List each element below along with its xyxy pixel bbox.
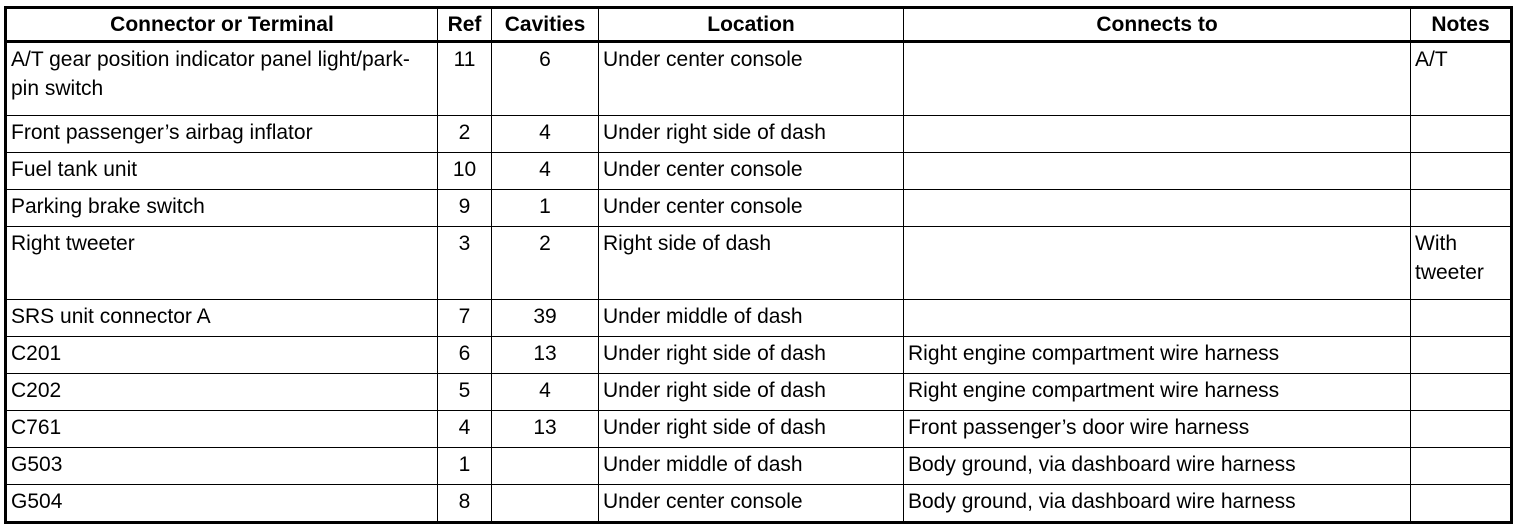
notes-cell (1411, 411, 1512, 448)
header-row (6, 8, 1512, 42)
location-cell: Under center console (599, 485, 904, 523)
cavities-cell: 13 (492, 411, 599, 448)
header-notes: Notes (1411, 8, 1512, 42)
ref-cell: 11 (438, 42, 492, 116)
connects-to-cell: Right engine compartment wire harness (904, 374, 1411, 411)
connects-to-cell (904, 190, 1411, 227)
table-row (6, 227, 1512, 300)
location-cell: Under center console (599, 42, 904, 116)
table-row (6, 116, 1512, 153)
connector-cell: Parking brake switch (6, 190, 438, 227)
notes-cell (1411, 374, 1512, 411)
table-row (6, 411, 1512, 448)
ref-cell: 6 (438, 337, 492, 374)
location-cell: Under middle of dash (599, 448, 904, 485)
location-cell: Right side of dash (599, 227, 904, 300)
notes-cell: With tweeter (1411, 227, 1512, 300)
cavities-cell: 39 (492, 300, 599, 337)
ref-cell: 7 (438, 300, 492, 337)
notes-cell (1411, 448, 1512, 485)
location-cell: Under right side of dash (599, 374, 904, 411)
notes-cell (1411, 190, 1512, 227)
table-row (6, 337, 1512, 374)
ref-cell: 9 (438, 190, 492, 227)
connector-cell: A/T gear position indicator panel light/park-pin switch (6, 42, 438, 116)
cavities-cell: 4 (492, 153, 599, 190)
ref-cell: 4 (438, 411, 492, 448)
table-row (6, 190, 1512, 227)
cavities-cell: 4 (492, 374, 599, 411)
connects-to-cell (904, 42, 1411, 116)
table-row (6, 374, 1512, 411)
table-row (6, 153, 1512, 190)
connector-cell: SRS unit connector A (6, 300, 438, 337)
location-cell: Under right side of dash (599, 337, 904, 374)
connector-cell: Right tweeter (6, 227, 438, 300)
connector-cell: Front passenger’s airbag inflator (6, 116, 438, 153)
notes-cell (1411, 337, 1512, 374)
ref-cell: 3 (438, 227, 492, 300)
ref-cell: 2 (438, 116, 492, 153)
table-row (6, 42, 1512, 116)
connects-to-cell (904, 116, 1411, 153)
table-row (6, 448, 1512, 485)
table-row (6, 300, 1512, 337)
notes-cell: A/T (1411, 42, 1512, 116)
cavities-cell: 2 (492, 227, 599, 300)
connector-cell: C201 (6, 337, 438, 374)
notes-cell (1411, 300, 1512, 337)
notes-cell (1411, 116, 1512, 153)
connects-to-cell: Body ground, via dashboard wire harness (904, 448, 1411, 485)
connects-to-cell: Body ground, via dashboard wire harness (904, 485, 1411, 523)
header-connects-to: Connects to (904, 8, 1411, 42)
table-row (6, 485, 1512, 523)
connects-to-cell (904, 227, 1411, 300)
header-cavities: Cavities (492, 8, 599, 42)
connector-cell: Fuel tank unit (6, 153, 438, 190)
connector-cell: C761 (6, 411, 438, 448)
cavities-cell (492, 485, 599, 523)
connects-to-cell: Right engine compartment wire harness (904, 337, 1411, 374)
connector-cell: G504 (6, 485, 438, 523)
connects-to-cell: Front passenger’s door wire harness (904, 411, 1411, 448)
header-connector: Connector or Terminal (6, 8, 438, 42)
cavities-cell (492, 448, 599, 485)
notes-cell (1411, 153, 1512, 190)
location-cell: Under center console (599, 153, 904, 190)
location-cell: Under middle of dash (599, 300, 904, 337)
location-cell: Under center console (599, 190, 904, 227)
connects-to-cell (904, 300, 1411, 337)
ref-cell: 1 (438, 448, 492, 485)
connector-cell: C202 (6, 374, 438, 411)
location-cell: Under right side of dash (599, 411, 904, 448)
connector-cell: G503 (6, 448, 438, 485)
cavities-cell: 13 (492, 337, 599, 374)
location-cell: Under right side of dash (599, 116, 904, 153)
connects-to-cell (904, 153, 1411, 190)
connector-table (4, 6, 1513, 524)
ref-cell: 5 (438, 374, 492, 411)
notes-cell (1411, 485, 1512, 523)
header-ref: Ref (438, 8, 492, 42)
cavities-cell: 4 (492, 116, 599, 153)
header-location: Location (599, 8, 904, 42)
cavities-cell: 6 (492, 42, 599, 116)
ref-cell: 8 (438, 485, 492, 523)
cavities-cell: 1 (492, 190, 599, 227)
ref-cell: 10 (438, 153, 492, 190)
